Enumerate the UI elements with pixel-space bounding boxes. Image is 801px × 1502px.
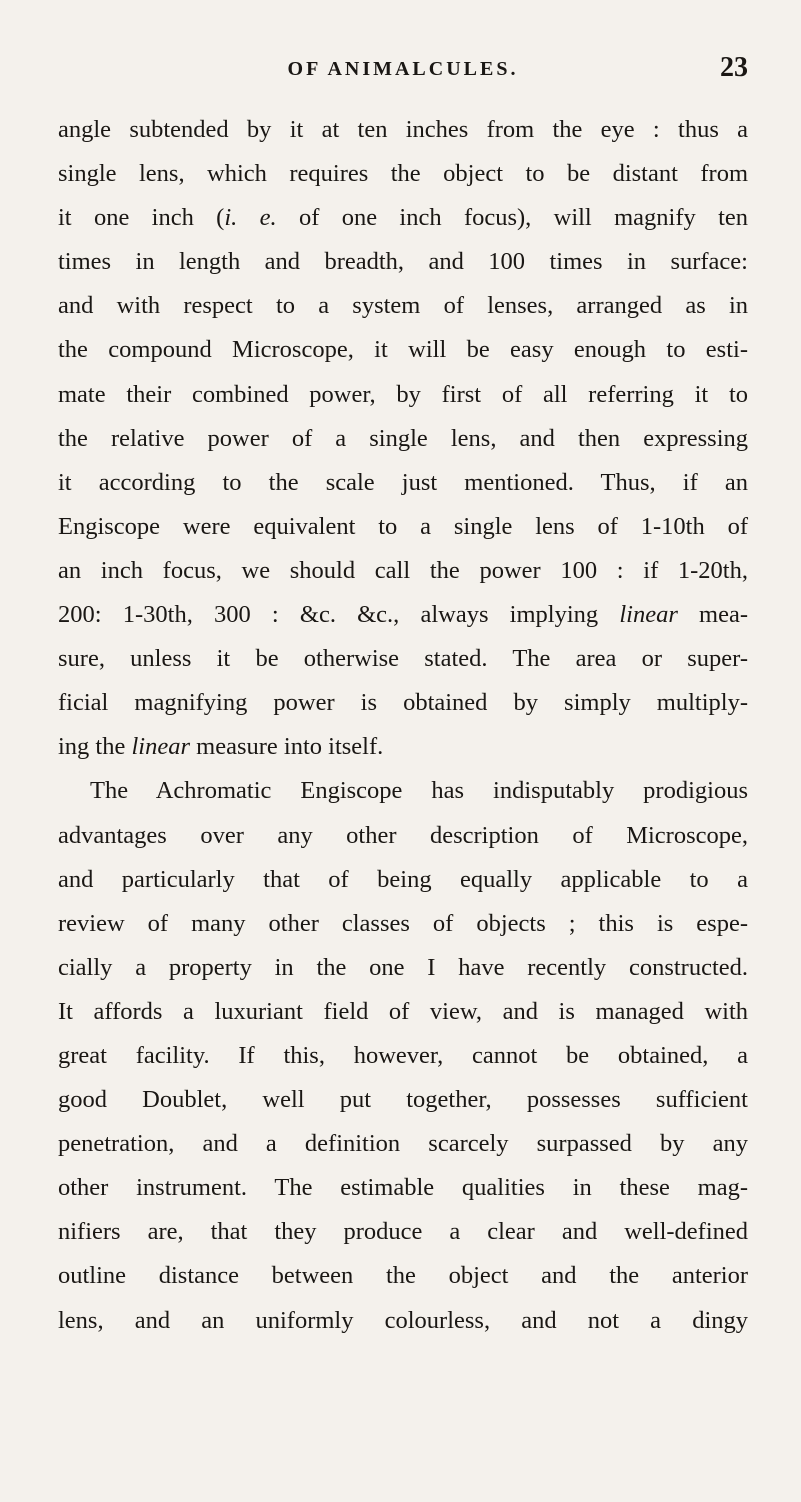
text-line: [58, 328, 748, 372]
text-segment: penetration, and a definition scarcely surpassed by any: [58, 1130, 748, 1158]
text-segment: cially a property in the one I have recently constructed.: [58, 953, 748, 981]
text-segment: the relative power of a single lens, and then expressing: [58, 424, 748, 452]
text-segment: nifiers are, that they produce a clear and well-defined: [58, 1218, 748, 1246]
text-line: [58, 1254, 748, 1298]
text-line: [58, 902, 748, 946]
text-line: [58, 461, 748, 505]
text-line: [58, 240, 748, 284]
text-segment: mate their combined power, by first of all referring it to: [58, 380, 748, 408]
text-segment: and particularly that of being equally applicable to a: [58, 865, 748, 893]
text-line: [58, 769, 748, 813]
text-segment: advantages over any other description of Microscope,: [58, 821, 748, 849]
text-line: [58, 814, 748, 858]
text-segment: measure into itself.: [190, 733, 384, 761]
text-segment: lens, and an uniformly colourless, and not a dingy: [58, 1306, 748, 1334]
running-title: OF ANIMALCULES.: [287, 58, 519, 80]
text-segment: review of many other classes of objects ; this is espe-: [58, 909, 748, 937]
text-line: [58, 858, 748, 902]
text-segment: outline distance between the object and the anterior: [58, 1262, 748, 1290]
page-number: 23: [720, 52, 748, 83]
text-line: [58, 152, 748, 196]
text-line: [58, 549, 748, 593]
text-line: [58, 681, 748, 725]
text-segment: it one inch (: [58, 204, 225, 232]
text-segment: angle subtended by it at ten inches from the eye : thus a: [58, 116, 748, 143]
italic-text: linear: [619, 601, 678, 629]
text-segment: great facility. If this, however, cannot be obtained, a: [58, 1041, 748, 1069]
text-segment: Engiscope were equivalent to a single lens of 1-10th of: [58, 512, 748, 540]
text-segment: it according to the scale just mentioned. Thus, if an: [58, 468, 748, 496]
text-segment: mea-: [677, 601, 748, 629]
text-line: [58, 108, 748, 152]
text-line: [58, 1078, 748, 1122]
text-line: [58, 1034, 748, 1078]
text-line: [58, 284, 748, 328]
text-line: [58, 990, 748, 1034]
text-segment: good Doublet, well put together, possesses sufficient: [58, 1086, 748, 1114]
text-segment: an inch focus, we should call the power 100 : if 1-20th,: [58, 556, 748, 584]
text-line: [58, 725, 748, 769]
text-line: [58, 1122, 748, 1166]
text-segment: 200: 1-30th, 300 : &c. &c., always implying: [58, 601, 620, 629]
text-line: [58, 1210, 748, 1254]
text-segment: and with respect to a system of lenses, arranged as in: [58, 292, 748, 320]
text-line: [58, 196, 748, 240]
text-line: [58, 417, 748, 461]
text-segment: ficial magnifying power is obtained by simply multiply-: [58, 689, 748, 717]
text-line: [58, 593, 748, 637]
text-line: [58, 505, 748, 549]
text-segment: The Achromatic Engiscope has indisputably prodigious: [90, 777, 748, 805]
text-line: [58, 1166, 748, 1210]
running-head: [58, 52, 748, 92]
text-segment: It affords a luxuriant field of view, and is managed with: [58, 997, 748, 1025]
text-line: [58, 373, 748, 417]
text-segment: times in length and breadth, and 100 times in surface:: [58, 248, 748, 276]
text-segment: of one inch focus), will magnify ten: [276, 204, 748, 232]
italic-text: linear: [131, 733, 191, 761]
text-line: [58, 946, 748, 990]
text-segment: sure, unless it be otherwise stated. The area or super-: [58, 645, 748, 673]
text-line: [58, 1299, 748, 1343]
text-segment: the compound Microscope, it will be easy enough to esti-: [58, 336, 748, 364]
text-segment: single lens, which requires the object to be distant from: [58, 160, 748, 188]
text-line: [58, 637, 748, 681]
text-segment: ing the: [58, 733, 132, 761]
text-segment: other instrument. The estimable qualities in these mag-: [58, 1174, 748, 1202]
body-text: [58, 108, 748, 1343]
italic-text: i. e.: [224, 204, 277, 232]
